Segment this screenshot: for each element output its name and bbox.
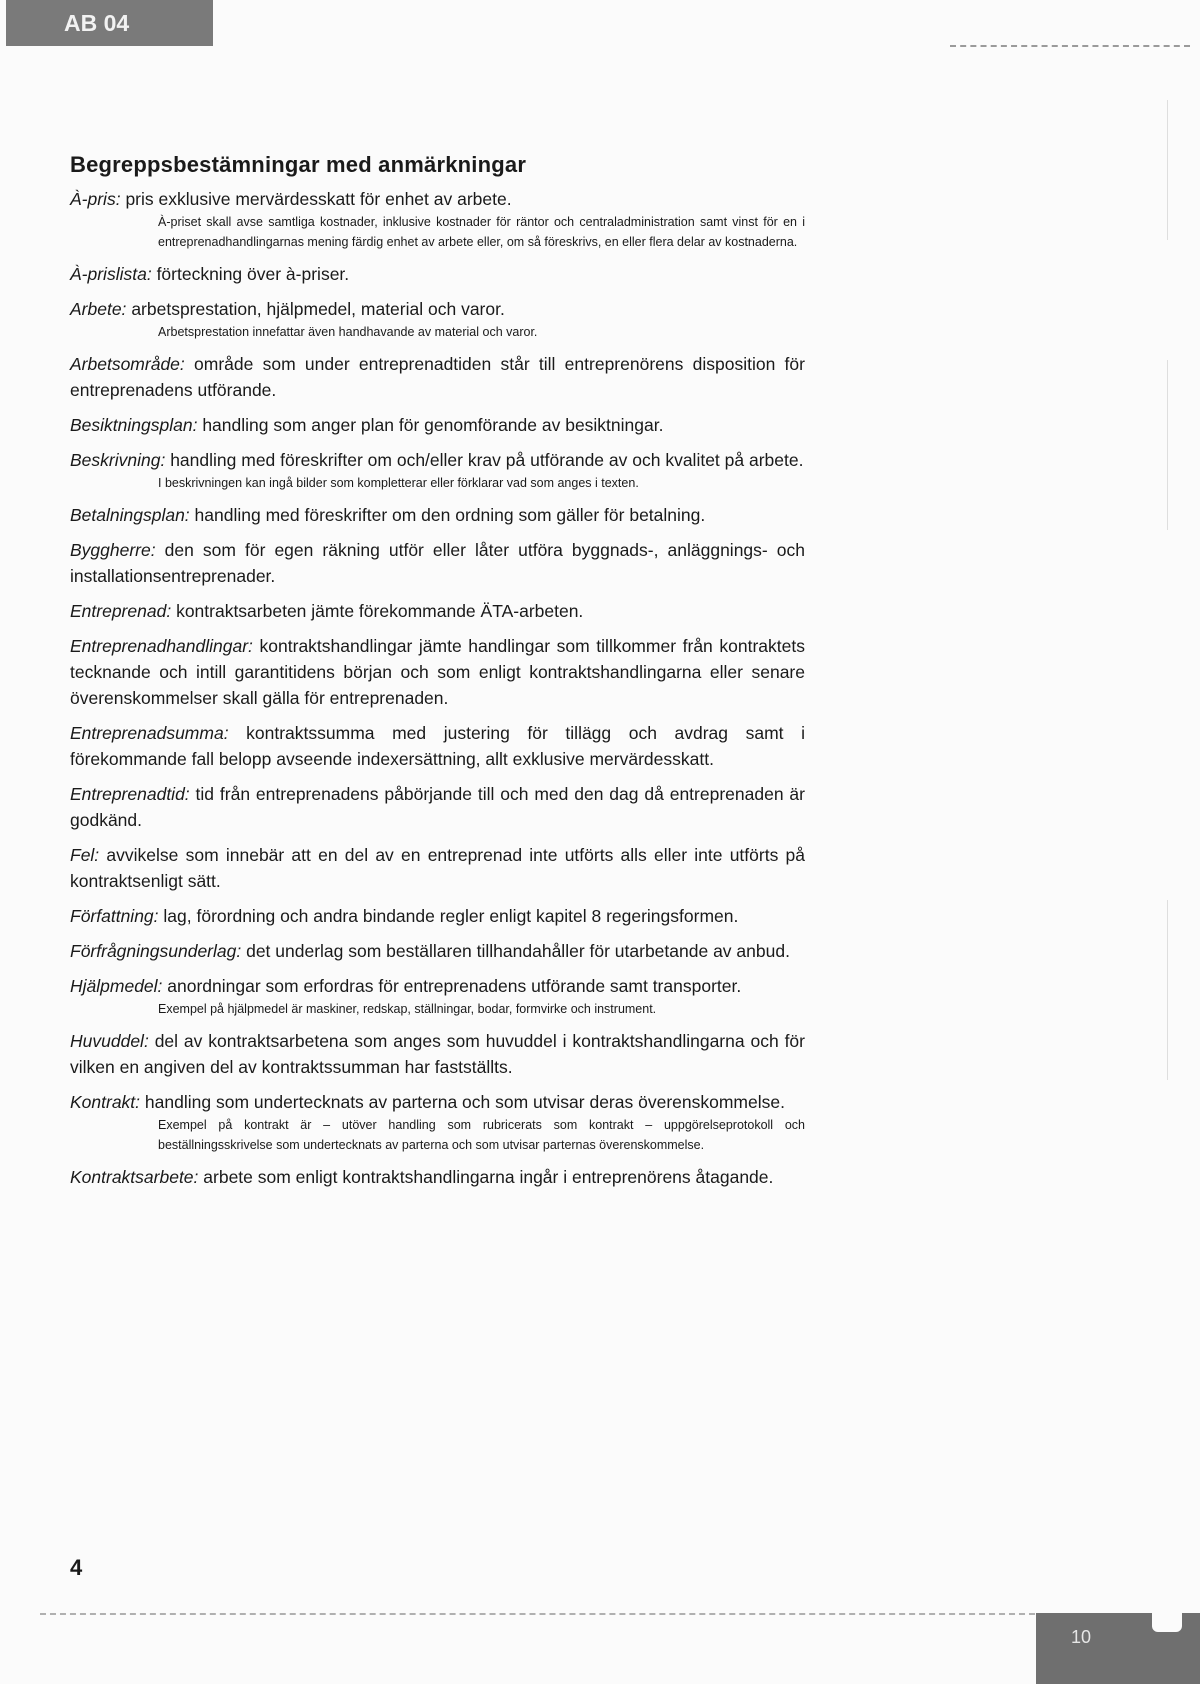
term-label: Arbete: (70, 299, 127, 319)
definition-entry (70, 447, 805, 493)
definition-text (70, 447, 805, 473)
term-definition: handling med föreskrifter om den ordning som gäller för betalning. (194, 505, 706, 525)
definition-entry (70, 598, 805, 624)
term-definition: område som under entreprenadtiden står till entreprenörens disposition för entreprenadens utförande. (70, 354, 805, 400)
page-edge-mark (1167, 360, 1190, 530)
definition-text (70, 537, 805, 589)
page-edge-mark (1167, 100, 1190, 240)
term-definition: handling som undertecknats av parterna och som utvisar deras överenskommelse. (144, 1092, 785, 1112)
term-definition: det underlag som beställaren tillhandahåller för utarbetande av anbud. (246, 941, 790, 961)
term-definition: den som för egen räkning utför eller låter utföra byggnads-, anläggnings- och installationsentreprenader. (70, 540, 805, 586)
definition-text (70, 1089, 805, 1115)
term-label: Entreprenadsumma: (70, 723, 229, 743)
definition-text (70, 261, 805, 287)
definition-entry (70, 720, 805, 772)
term-label: Beskrivning: (70, 450, 166, 470)
term-label: Entreprenadtid: (70, 784, 190, 804)
definition-entry (70, 502, 805, 528)
section-tab: AB 04 (6, 0, 213, 46)
definition-entry (70, 1089, 805, 1155)
term-definition: anordningar som erfordras för entreprenadens utförande samt transporter. (167, 976, 742, 996)
term-label: À-pris: (70, 189, 121, 209)
term-label: Huvuddel: (70, 1031, 149, 1051)
term-label: Författning: (70, 906, 159, 926)
definition-text (70, 938, 805, 964)
definition-entry (70, 938, 805, 964)
term-definition: avvikelse som innebär att en del av en entreprenad inte utförts alls eller inte utförts på kontraktsenligt sätt. (70, 845, 805, 891)
term-definition: arbetsprestation, hjälpmedel, material och varor. (131, 299, 505, 319)
definition-entry (70, 1028, 805, 1080)
term-label: Entreprenadhandlingar: (70, 636, 253, 656)
term-definition: del av kontraktsarbetena som anges som huvuddel i kontraktshandlingarna och för vilken en angiven del av kontraktssumman har fastställts. (70, 1031, 805, 1077)
term-definition: tid från entreprenadens påbörjande till och med den dag då entreprenaden är godkänd. (70, 784, 805, 830)
term-definition: arbete som enligt kontraktshandlingarna ingår i entreprenörens åtagande. (203, 1167, 774, 1187)
term-label: Kontrakt: (70, 1092, 141, 1112)
term-definition: kontraktssumma med justering för tillägg och avdrag samt i förekommande fall belopp avseende indexersättning, allt exklusive mervärdesskatt. (70, 723, 805, 769)
term-definition: pris exklusive mervärdesskatt för enhet av arbete. (125, 189, 512, 209)
definition-text (70, 598, 805, 624)
definition-note: Exempel på hjälpmedel är maskiner, redskap, ställningar, bodar, formvirke och instrument. (158, 1002, 657, 1016)
definition-text (70, 781, 805, 833)
definition-entry (70, 1164, 805, 1190)
definition-entry (70, 412, 805, 438)
term-label: Förfrågningsunderlag: (70, 941, 242, 961)
term-label: Byggherre: (70, 540, 156, 560)
definition-text (70, 296, 805, 322)
bottom-rule (40, 1613, 1035, 1615)
term-label: Hjälpmedel: (70, 976, 163, 996)
term-label: Besiktningsplan: (70, 415, 198, 435)
definition-note: I beskrivningen kan ingå bilder som kompletterar eller förklarar vad som anges i texten. (158, 476, 639, 490)
definition-entry (70, 537, 805, 589)
term-definition: kontraktshandlingar jämte handlingar som tillkommer från kontraktets tecknande och intill garantitidens början och som enligt kontraktshandlingarna eller senare överenskommelser skall gälla för entreprenaden. (70, 636, 805, 708)
definition-text (70, 412, 805, 438)
term-label: Kontraktsarbete: (70, 1167, 199, 1187)
definition-text (70, 720, 805, 772)
definition-entry (70, 781, 805, 833)
term-label: Entreprenad: (70, 601, 172, 621)
definition-entry (70, 296, 805, 342)
definition-entry (70, 186, 805, 252)
term-label: Betalningsplan: (70, 505, 190, 525)
page-number: 4 (70, 1555, 83, 1580)
term-label: Arbetsområde: (70, 354, 185, 374)
page-title: Begreppsbestämningar med anmärkningar (70, 152, 527, 177)
definition-note: À-priset skall avse samtliga kostnader, inklusive kostnader för räntor och centraladministration samt vinst för en i entreprenadhandlingarnas mening färdig enhet av arbete eller, om så föreskrivs, en eller flera delar av kostnaderna. (158, 215, 805, 249)
definition-note: Exempel på kontrakt är – utöver handling som rubricerats som kontrakt – uppgörelseprotokoll och beställningsskrivelse som undertecknats av parterna och som utvisar parternas överenskommelse. (158, 1118, 805, 1152)
definition-text (70, 973, 805, 999)
definition-text (70, 1164, 805, 1190)
term-label: Fel: (70, 845, 100, 865)
corner-notch (1152, 1608, 1182, 1632)
definition-entry (70, 903, 805, 929)
top-rule (950, 45, 1190, 47)
document-body (70, 152, 805, 1199)
term-definition: lag, förordning och andra bindande regler enligt kapitel 8 regeringsformen. (163, 906, 739, 926)
corner-tab: 10 (1036, 1613, 1200, 1684)
definition-text (70, 1028, 805, 1080)
definition-text (70, 633, 805, 711)
definition-text (70, 351, 805, 403)
term-definition: handling som anger plan för genomförande av besiktningar. (202, 415, 664, 435)
definition-entry (70, 261, 805, 287)
definition-list (70, 186, 805, 1190)
term-definition: handling med föreskrifter om och/eller krav på utförande av och kvalitet på arbete. (170, 450, 804, 470)
definition-note: Arbetsprestation innefattar även handhavande av material och varor. (158, 325, 538, 339)
term-label: À-prislista: (70, 264, 152, 284)
term-definition: kontraktsarbeten jämte förekommande ÄTA-arbeten. (176, 601, 584, 621)
definition-text (70, 903, 805, 929)
definition-entry (70, 842, 805, 894)
definition-text (70, 502, 805, 528)
term-definition: förteckning över à-priser. (156, 264, 350, 284)
definition-entry (70, 973, 805, 1019)
definition-text (70, 842, 805, 894)
definition-text (70, 186, 805, 212)
page-edge-mark (1167, 900, 1190, 1080)
definition-entry (70, 351, 805, 403)
definition-entry (70, 633, 805, 711)
